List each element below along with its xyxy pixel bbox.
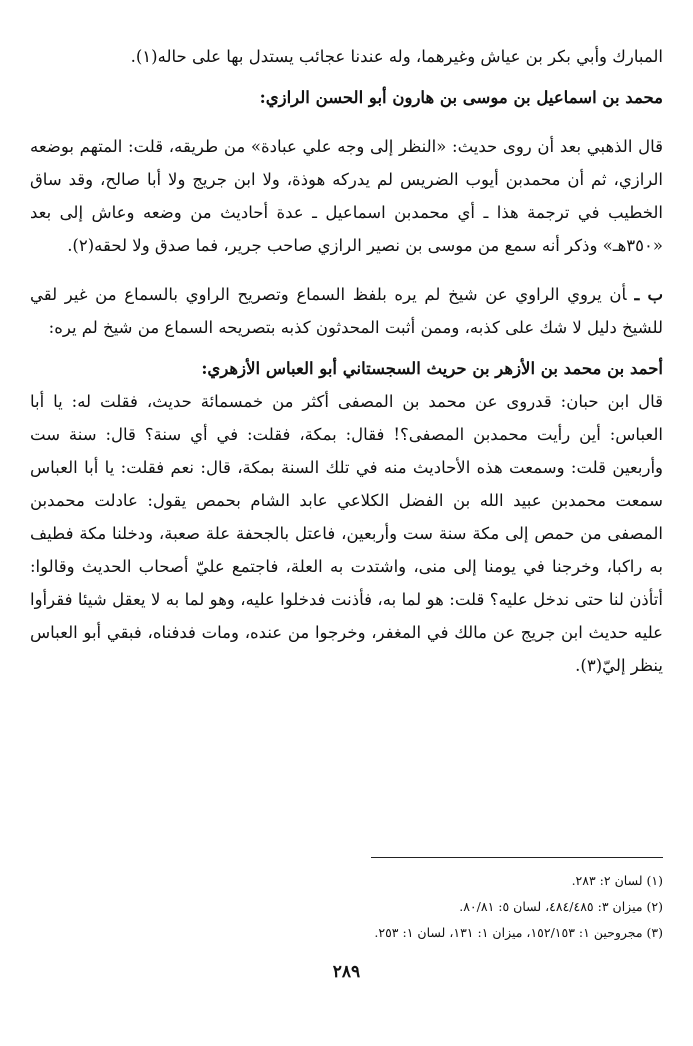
section-b-text: أن يروي الراوي عن شيخ لم يره بلفظ السماع وتصريح الراوي بالسماع من غير لقي للشيخ دليل لا شك على كذبه، وممن أثبت المحدثون كذبه بتصريحه السماع من شيخ لم يره: xyxy=(30,285,663,337)
footnotes xyxy=(29,868,663,946)
paragraph-section-b xyxy=(30,278,663,344)
section-letter: ب ـ xyxy=(634,285,663,304)
narrator-heading-razi: محمد بن اسماعيل بن موسى بن هارون أبو الحسن الرازي: xyxy=(259,88,663,107)
footnote-1: (١) لسان ٢: ٢٨٣. xyxy=(571,873,663,888)
paragraph-continuation: المبارك وأبي بكر بن عياش وغيرهما، وله عندنا عجائب يستدل بها على حاله(١). xyxy=(130,47,663,66)
paragraph-ibn-hibban: قال ابن حبان: قدروى عن محمد بن المصفى أكثر من خمسمائة حديث، فقلت له: يا أبا العباس: أين رأيت محمدبن المصفى؟! فقال: بمكة، فقلت: في أي سنة؟ قال: سنة ست وأربعين قلت: وسمعت هذه الأحاديث منه في تلك السنة بمكة، قال: نعم فقلت: يا أبا العباس سمعت محمدبن عبيد الله بن الفضل الكلاعي عابد الشام بحمص يقول: عادلت محمدبن المصفى من حمص إلى مكة سنة ست وأربعين، فاعتل بالجحفة علة صعبة، ودخلنا مكة فطيف به راكبا، وخرجنا في يومنا إلى منى، واشتدت به العلة، فاجتمع عليّ أصحاب الحديث وقالوا: أتأذن لنا حتى ندخل عليه؟ قلت: هو لما به، فأذنت فدخلوا عليه، وهو لما به لا يعقل شيئا فقرأوا عليه حديث ابن جريج عن مالك في المغفر، وخرجوا من عنده، ومات فدفناه، فبقي أبو العباس ينظر إليّ(٣). xyxy=(30,392,663,675)
footnote-divider xyxy=(371,857,663,858)
main-text xyxy=(30,40,663,682)
footnote-2: (٢) ميزان ٣: ٤٨٤/٤٨٥، لسان ٥: ٨٠/٨١. xyxy=(459,899,663,914)
paragraph-dhahabi: قال الذهبي بعد أن روى حديث: «النظر إلى وجه علي عبادة» من طريقه، قلت: المتهم بوضعه الرازي، ثم أن محمدبن أيوب الضريس لم يدركه هوذة، ولا ابن جريج ولا أبا صالح، وقد ساق الخطيب في ترجمة هذا ـ أي محمدبن اسماعيل ـ عدة أحاديث من وضعه وعاش إلى بعد «٣٥٠هـ» وذكر أنه سمع من موسى بن نصير الرازي صاحب جرير، فما صدق ولا لحقه(٢). xyxy=(30,137,663,255)
narrator-heading-azhari: أحمد بن محمد بن الأزهر بن حريث السجستاني أبو العباس الأزهري: xyxy=(201,359,663,378)
footnote-3: (٣) مجروحين ١: ١٥٢/١٥٣، ميزان ١: ١٣١، لسان ١: ٢٥٣. xyxy=(374,925,663,940)
page-number: ٢٨٩ xyxy=(332,962,361,982)
